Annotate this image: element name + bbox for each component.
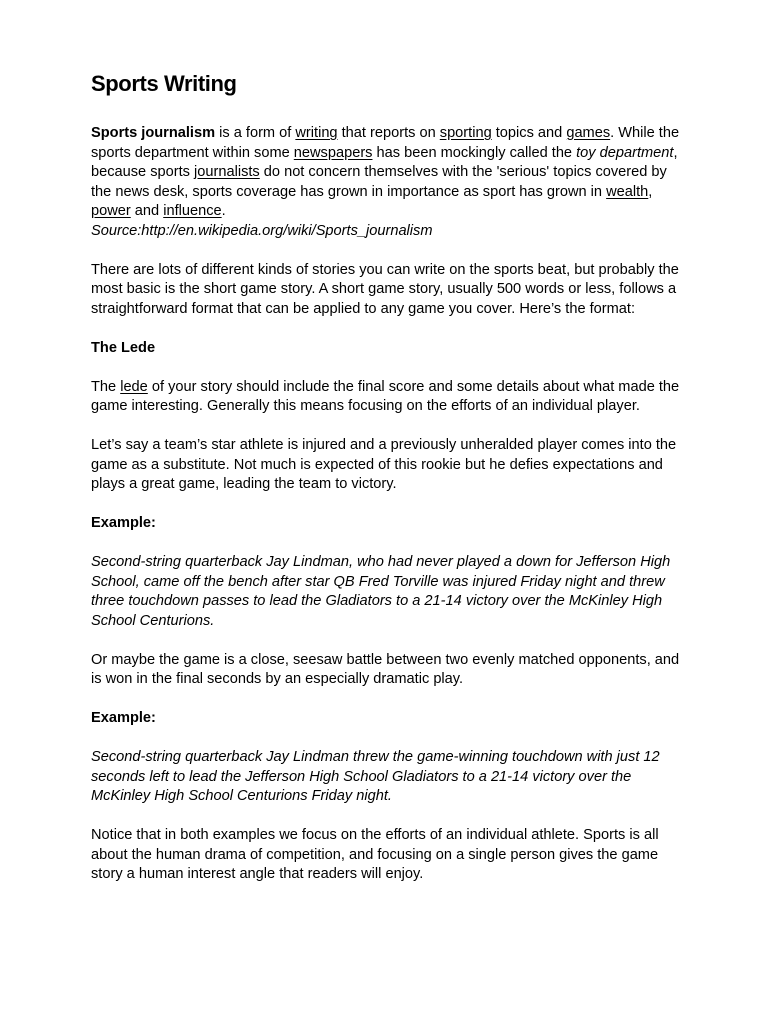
notice-paragraph: Notice that in both examples we focus on the efforts of an individual athlete. Sports is all about the human drama of competition, and focusing on a single person gives the game story a human interest angle that readers will enjoy. [91,827,659,882]
link-games[interactable]: games [566,125,611,141]
overview-paragraph: There are lots of different kinds of stories you can write on the sports beat, but probably the most basic is the short game story. A short game story, usually 500 words or less, follows a straightforward format that can be applied to any game you cover. Here’s the format: [91,261,679,317]
source-citation: Source:http://en.wikipedia.org/wiki/Sports_journalism [91,222,433,239]
link-influence[interactable]: influence [163,203,222,219]
link-journalists[interactable]: journalists [194,164,260,180]
seesaw-paragraph: Or maybe the game is a close, seesaw battle between two evenly matched opponents, and is won in the final seconds by an especially dramatic play. [91,651,680,687]
link-newspapers[interactable]: newspapers [293,144,373,161]
example-text-1: Second-string quarterback Jay Lindman, who had never played a down for Jefferson High School, came off the bench after star QB Fred Torville was injured Friday night and threw three touchdown passes to lead the Gladiators to a 21-14 victory over the McKinley High School Centurions. [91,554,671,629]
section-heading-lede: The Lede [91,339,156,356]
example-label-2: Example: [91,710,156,726]
link-wealth[interactable]: wealth [606,183,649,200]
link-sporting[interactable]: sporting [439,125,492,141]
term-sports-journalism: Sports journalism [91,125,216,141]
toy-department-phrase: toy department [576,144,674,161]
document-body [91,70,691,885]
example-text-2: Second-string quarterback Jay Lindman threw the game-winning touchdown with just 12 seconds left to lead the Jefferson High School Gladiators to a 21-14 victory over the McKinley High School Centurions Friday night. [91,749,660,804]
substitute-paragraph: Let’s say a team’s star athlete is injured and a previously unheralded player comes into the game as a substitute. Not much is expected of this rookie but he defies expectations and plays a great game, leading the team to victory. [91,437,677,492]
intro-paragraph: Sports journalism is a form of writing that reports on sporting topics and games. While the sports department within some newspapers has been mockingly called the toy department, because sports journalists do not concern themselves with the 'serious' topics covered by the news desk, sports coverage has grown in importance as sport has grown in wealth, power and influence. Source:http://en.wikipedia.org/wiki/Sports_journalism [91,124,691,241]
link-power[interactable]: power [91,203,131,219]
example-label-1: Example: [91,515,156,531]
lede-paragraph: The lede of your story should include the final score and some details about what made the game interesting. Generally this means focusing on the efforts of an individual player. [91,378,680,414]
link-writing[interactable]: writing [295,125,338,141]
page-title: Sports Writing [91,71,237,96]
link-lede[interactable]: lede [120,378,148,395]
